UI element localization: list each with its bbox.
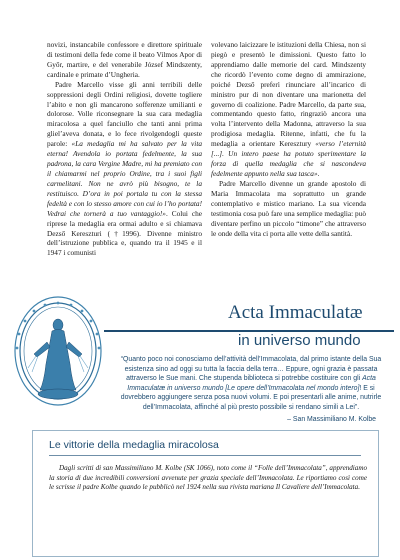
acta-immaculatae-section <box>0 292 400 423</box>
paragraph: novizi, instancabile confessore e direttore spirituale di testimoni della fede come il beato Vilmos Apor di Győr, martire, e del venerabile József Mindszenty, cardinale e primate d’Ungheria. <box>47 40 202 79</box>
section-divider <box>49 455 361 456</box>
quote-attribution: – San Massimiliano M. Kolbe <box>287 416 376 423</box>
acta-subtitle: in universo mundo <box>238 332 361 349</box>
acta-title: Acta Immaculatæ <box>228 302 363 323</box>
right-column <box>211 40 366 258</box>
left-column <box>47 40 202 258</box>
paragraph: Padre Marcello divenne un grande apostolo di Maria Immacolata ma soprattutto un grande contemplativo e mistico mariano. La sua vicenda testimonia cosa può fare una semplice medaglia: può diventare perfino un piccolo “timone” che attraverso le onde della vita ci porta alle vette della santità. <box>211 178 366 238</box>
paragraph: volevano laicizzare le istituzioni della Chiesa, non si piegò e presentò le dimissioni. Questo fatto lo apprendiamo dalle memorie del card. Mindszenty che ricordò l’evento come degno di ammirazione, poiché Dezső preferì rinunciare all’incarico di ministro pur di non diventare una marionetta del governo di coalizione. Padre Marcello, da parte sua, commentando questo fatto, ringraziò ancora una volta l’intervento della Madonna, attraverso la sua prodigiosa medaglia. Ritenne, infatti, che fu la medaglia a orientare Keresztury «verso l’eternità [...]. Un intero paese ha potuto sperimentare la forza di quella medaglia che si nascondeva fedelmente appunto nella sua tasca». <box>211 40 366 178</box>
immaculata-medal-icon <box>12 294 104 408</box>
section-title: Le vittorie della medaglia miracolosa <box>49 439 219 451</box>
kolbe-quote: “Quanto poco noi conosciamo dell’attività dell’Immacolata, dal primo istante della Sua esistenza sino ad oggi su tutta la faccia della terra… Eppure, ogni grazia è passata attraverso le Sue mani. Che stupenda biblioteca si potrebbe costituire con gli Acta Immaculatæ in universo mundo [Le opere dell’Immacolata nel mondo intero]! E si dovrebbero aggiungere senza posa nuovi volumi. E poi presentarli alle anime, nutrirle dell’Immacolata, affinché al più presto possibile si rendano simili a Lei”. <box>120 356 382 411</box>
vittorie-box <box>32 430 379 557</box>
paragraph: Padre Marcello visse gli anni terribili delle soppressioni degli Ordini religiosi, dovette togliere l’abito e non gli mancarono sofferenze umilianti e dolorose. Volle riconsegnare la sua cara medaglia miracolosa a quel fanciullo che tanti anni prima gliel’aveva donata, e lo fece rivolgendogli queste parole: «La medaglia mi ha salvato per la vita eterna! Avendola io portata fedelmente, la sua padrona, la cara Vergine Madre, mi ha premiato con il chiamarmi nel proprio Ordine, tra i suoi figli carmelitani. Non ne avrò più bisogno, te la restituisco. D’ora in poi portala tu con la stessa fedeltà e con lo stesso amore con cui io l’ho portata! Vedrai che tornerà a tuo vantaggio!». Colui che riprese la medaglia era ormai adulto e si chiamava Dezső Kereszturi (†1996). Divenne ministro dell’istruzione pubblica e, quando tra il 1945 e il 1947 i comunisti <box>47 79 202 258</box>
article-columns <box>47 40 367 258</box>
section-intro: Dagli scritti di san Massimiliano M. Kolbe (SK 1066), noto come il “Folle dell’Immacolata”, apprendiamo la storia di due incredibili conversioni avvenute per grazia speciale dell’Immacolata. Le riportiamo così come le scrisse il padre Kolbe quando le pubblicò nel 1924 nella sua rivista mariana Il Cavaliere dell’Immacolata. <box>49 464 367 492</box>
